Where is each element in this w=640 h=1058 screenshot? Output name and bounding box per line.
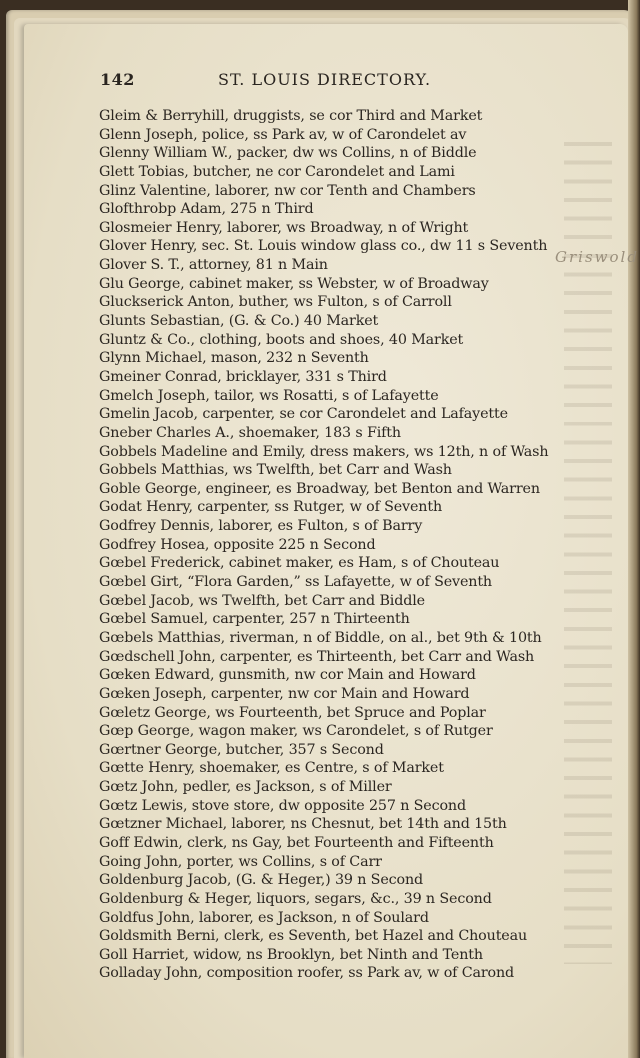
directory-entry: Glinz Valentine, laborer, nw cor Tenth and Chambers [99, 182, 476, 199]
directory-entry: Glover S. T., attorney, 81 n Main [99, 257, 328, 274]
directory-entry: Gmeiner Conrad, bricklayer, 331 s Third [99, 368, 387, 385]
directory-entry: Glover Henry, sec. St. Louis window glass co., dw 11 s Seventh [99, 238, 548, 255]
directory-entry: Godfrey Dennis, laborer, es Fulton, s of Barry [99, 518, 423, 535]
book-spine-edge [628, 0, 640, 1058]
directory-entry: Gœtz Lewis, stove store, dw opposite 257 n Second [99, 797, 466, 814]
directory-entry: Going John, porter, ws Collins, s of Carr [99, 853, 382, 870]
directory-entry: Gœrtner George, butcher, 357 s Second [99, 741, 384, 758]
directory-entry: Gœbels Matthias, riverman, n of Biddle, on al., bet 9th & 10th [99, 629, 542, 646]
directory-entry: Godfrey Hosea, opposite 225 n Second [99, 536, 376, 553]
page-number: 142 [100, 70, 135, 89]
directory-entry: Glu George, cabinet maker, ss Webster, w of Broadway [99, 275, 489, 292]
page-header [100, 70, 560, 92]
directory-entry: Goldenburg Jacob, (G. & Heger,) 39 n Second [99, 872, 424, 889]
directory-entry: Gmelin Jacob, carpenter, se cor Carondelet and Lafayette [99, 406, 508, 423]
directory-entry: Gœtz John, pedler, es Jackson, s of Miller [99, 779, 392, 796]
directory-entry: Glenny William W., packer, dw ws Collins, n of Biddle [99, 145, 477, 162]
directory-entry: Gœbel Samuel, carpenter, 257 n Thirteenth [99, 611, 410, 628]
directory-entry: Gœbel Frederick, cabinet maker, es Ham, s of Chouteau [99, 555, 500, 572]
directory-entry: Godat Henry, carpenter, ss Rutger, w of Seventh [99, 499, 443, 516]
directory-entry: Goble George, engineer, es Broadway, bet Benton and Warren [99, 480, 540, 497]
directory-entry: Goff Edwin, clerk, ns Gay, bet Fourteenth and Fifteenth [99, 834, 494, 851]
directory-entry: Gœletz George, ws Fourteenth, bet Spruce and Poplar [99, 704, 486, 721]
directory-entry: Gœp George, wagon maker, ws Carondelet, s of Rutger [99, 723, 493, 740]
page-title: ST. LOUIS DIRECTORY. [218, 70, 432, 89]
directory-entry: Glett Tobias, butcher, ne cor Carondelet and Lami [99, 163, 455, 180]
directory-entry: Glofthrobp Adam, 275 n Third [99, 201, 314, 218]
directory-entry: Gœtzner Michael, laborer, ns Chesnut, bet 14th and 15th [99, 816, 507, 833]
directory-entry: Glynn Michael, mason, 232 n Seventh [99, 350, 369, 367]
margin-scribble: Griswold [555, 248, 639, 266]
directory-entry: Glenn Joseph, police, ss Park av, w of Carondelet av [99, 126, 467, 143]
directory-entry: Goldfus John, laborer, es Jackson, n of Soulard [99, 909, 429, 926]
directory-entry: Gneber Charles A., shoemaker, 183 s Fifth [99, 424, 401, 441]
directory-entry: Gluntz & Co., clothing, boots and shoes, 40 Market [99, 331, 464, 348]
directory-entry: Gœbel Girt, “Flora Garden,” ss Lafayette, w of Seventh [99, 574, 492, 591]
directory-entry: Goll Harriet, widow, ns Brooklyn, bet Ninth and Tenth [99, 946, 483, 963]
directory-entry: Gobbels Matthias, ws Twelfth, bet Carr and Wash [99, 462, 452, 479]
directory-entry: Gœdschell John, carpenter, es Thirteenth, bet Carr and Wash [99, 648, 535, 665]
directory-entry: Gleim & Berryhill, druggists, se cor Third and Market [99, 108, 483, 124]
directory-entry: Golladay John, composition roofer, ss Park av, w of Carond [99, 965, 515, 982]
directory-entry: Gobbels Madeline and Emily, dress makers, ws 12th, n of Wash [99, 443, 549, 460]
directory-entry: Gœbel Jacob, ws Twelfth, bet Carr and Biddle [99, 592, 425, 609]
directory-entry: Goldsmith Berni, clerk, es Seventh, bet Hazel and Chouteau [99, 928, 528, 945]
directory-entry: Glosmeier Henry, laborer, ws Broadway, n of Wright [99, 219, 469, 236]
directory-entries [99, 107, 579, 983]
directory-entry: Gœken Joseph, carpenter, nw cor Main and Howard [99, 685, 470, 702]
directory-entry: Goldenburg & Heger, liquors, segars, &c., 39 n Second [99, 890, 492, 907]
directory-entry: Glunts Sebastian, (G. & Co.) 40 Market [99, 313, 379, 330]
directory-entry: Gmelch Joseph, tailor, ws Rosatti, s of Lafayette [99, 387, 439, 404]
directory-entry: Gœken Edward, gunsmith, nw cor Main and Howard [99, 667, 476, 684]
directory-entry: Gluckserick Anton, buther, ws Fulton, s of Carroll [99, 294, 452, 311]
directory-entry: Gœtte Henry, shoemaker, es Centre, s of Market [99, 760, 444, 777]
